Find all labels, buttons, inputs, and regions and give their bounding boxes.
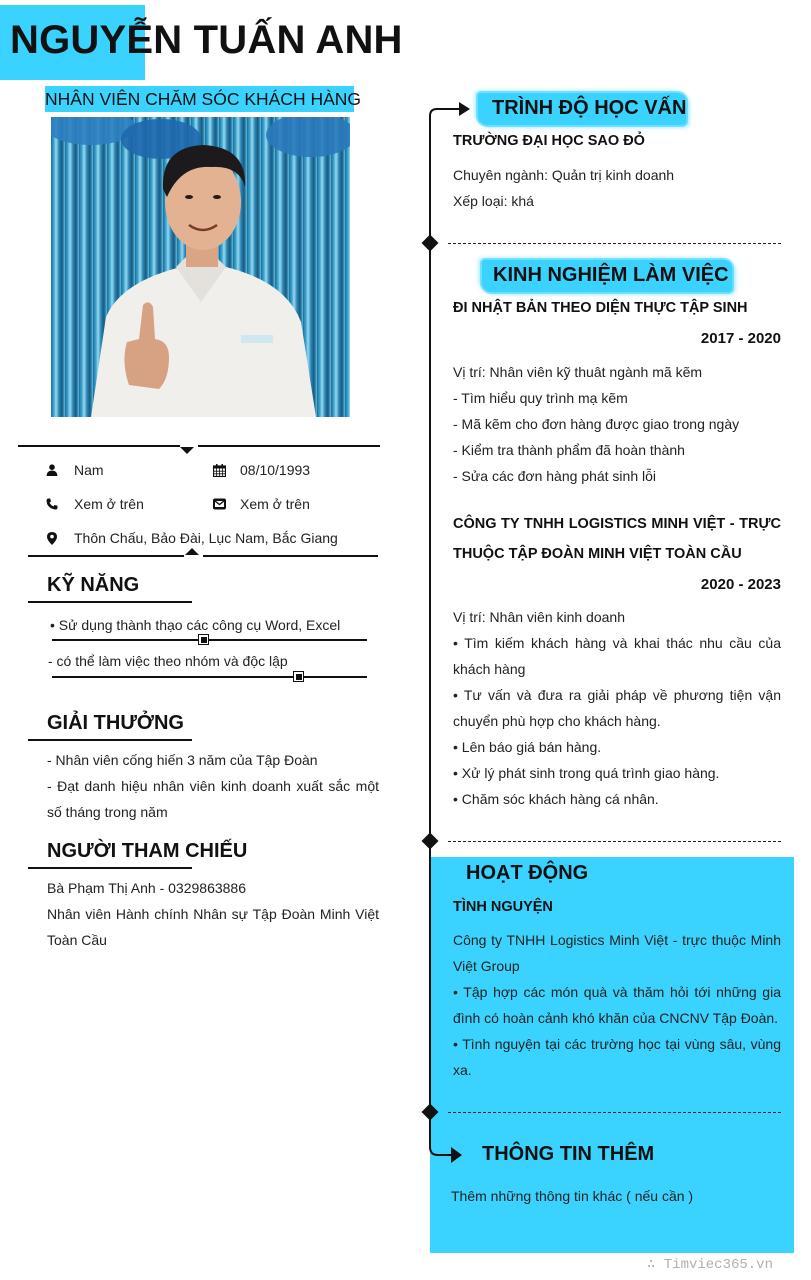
job-2-duty: • Xử lý phát sinh trong quá trình giao hàng. xyxy=(453,765,720,781)
contact-email xyxy=(212,496,310,512)
contact-gender xyxy=(45,462,104,478)
contact-divider-top-right xyxy=(198,445,380,447)
award-item-1: - Nhân viên cống hiến 3 năm của Tập Đoàn xyxy=(47,752,318,768)
job-2-duty: • Tư vấn và đưa ra giải pháp về phương tiện vận chuyển phù hợp cho khách hàng. xyxy=(453,687,781,729)
watermark: ∴ Timviec365.vn xyxy=(646,1257,773,1273)
skill-item-2-bar xyxy=(52,676,367,678)
job-1-position: Vị trí: Nhân viên kỹ thuât ngành mã kẽm xyxy=(453,364,703,380)
map-pin-icon xyxy=(45,531,59,545)
reference-contact: Bà Phạm Thị Anh - 0329863886 xyxy=(47,880,247,896)
timeline-start-arrow-icon xyxy=(425,98,475,128)
contact-divider-top-left xyxy=(18,445,180,447)
education-title: TRÌNH ĐỘ HỌC VẤN xyxy=(492,97,687,119)
contact-divider-bottom-left xyxy=(28,555,184,557)
job-2-duty: • Chăm sóc khách hàng cá nhân. xyxy=(453,791,659,807)
education-school: TRƯỜNG ĐẠI HỌC SAO ĐỎ xyxy=(453,133,645,149)
skill-item-1-bar xyxy=(52,639,367,641)
references-title: NGƯỜI THAM CHIẾU xyxy=(47,840,248,862)
skills-title: KỸ NĂNG xyxy=(47,574,140,596)
timeline-end-arrow-icon xyxy=(425,1115,467,1171)
job-1-company: ĐI NHẬT BẢN THEO DIỆN THỰC TẬP SINH xyxy=(453,300,748,316)
job-1-duty: - Sửa các đơn hàng phát sinh lỗi xyxy=(453,468,657,484)
skill-item-1-label: • Sử dụng thành thạo các công cụ Word, Excel xyxy=(50,617,341,633)
job-1-duty: - Tìm hiểu quy trình mạ kẽm xyxy=(453,390,628,406)
contact-birthday xyxy=(212,462,310,478)
job-1-duty: - Mã kẽm cho đơn hàng được giao trong ngày xyxy=(453,416,740,432)
job-2-position: Vị trí: Nhân viên kinh doanh xyxy=(453,609,625,625)
activities-organization: Công ty TNHH Logistics Minh Việt - trực thuộc Minh Việt Group xyxy=(453,932,781,974)
contact-address xyxy=(45,530,338,546)
email-value: Xem ở trên xyxy=(240,496,310,512)
additional-info-text: Thêm những thông tin khác ( nếu cần ) xyxy=(451,1188,694,1204)
section-dashed-divider xyxy=(448,841,781,842)
awards-title-underline xyxy=(28,739,192,741)
section-dashed-divider xyxy=(448,243,781,244)
experience-title: KINH NGHIỆM LÀM VIỆC xyxy=(493,264,729,286)
timeline-node-diamond-icon xyxy=(422,235,439,252)
job-2-duty: • Lên báo giá bán hàng. xyxy=(453,739,602,755)
envelope-icon xyxy=(212,497,226,511)
skills-title-underline xyxy=(28,601,192,603)
award-item-2: - Đạt danh hiệu nhân viên kinh doanh xuất sắc một số tháng trong năm xyxy=(47,778,379,820)
portrait-illustration xyxy=(51,117,350,417)
gender-value: Nam xyxy=(74,462,104,478)
activities-title: HOẠT ĐỘNG xyxy=(466,862,589,884)
job-title: NHÂN VIÊN CHĂM SÓC KHÁCH HÀNG xyxy=(45,86,354,112)
references-title-underline xyxy=(28,867,192,869)
job-2-duty: • Tìm kiếm khách hàng và khai thác nhu cầu của khách hàng xyxy=(453,635,781,677)
skill-item-1-level-marker xyxy=(198,634,209,645)
candidate-name: NGUYỄN TUẤN ANH xyxy=(10,18,403,62)
skill-item-2-level-marker xyxy=(293,671,304,682)
education-major: Chuyên ngành: Quản trị kinh doanh xyxy=(453,167,675,183)
skill-item-2-label: - có thể làm việc theo nhóm và độc lập xyxy=(48,653,288,669)
timeline-vertical-line xyxy=(429,118,431,1118)
birthday-value: 08/10/1993 xyxy=(240,462,311,478)
profile-photo xyxy=(51,117,350,417)
reference-position: Nhân viên Hành chính Nhân sự Tập Đoàn Minh Việt Toàn Cầu xyxy=(47,906,379,948)
job-2-period: 2020 - 2023 xyxy=(700,576,781,593)
activities-item: • Tình nguyện tại các trường học tại vùng sâu, vùng xa. xyxy=(453,1036,781,1078)
section-dashed-divider xyxy=(448,1112,781,1113)
address-value: Thôn Chấu, Bảo Đài, Lục Nam, Bắc Giang xyxy=(74,530,338,546)
education-grade: Xếp loại: khá xyxy=(453,193,534,209)
phone-icon xyxy=(45,497,59,511)
phone-value: Xem ở trên xyxy=(74,496,144,512)
contact-phone xyxy=(45,496,144,512)
calendar-icon xyxy=(212,463,226,477)
activities-subtitle: TÌNH NGUYỆN xyxy=(453,899,553,915)
user-icon xyxy=(45,463,59,477)
contact-divider-bottom-right xyxy=(203,555,378,557)
job-2-company: CÔNG TY TNHH LOGISTICS MINH VIỆT - TRỰC THUỘC TẬP ĐOÀN MINH VIỆT TOÀN CẦU xyxy=(453,516,781,562)
job-1-period: 2017 - 2020 xyxy=(700,330,781,347)
timeline-node-diamond-icon xyxy=(422,833,439,850)
awards-title: GIẢI THƯỞNG xyxy=(47,712,184,734)
activities-item: • Tập hợp các món quà và thăm hỏi tới những gia đình có hoàn cảnh khó khăn của CNCNV Tập Đoàn. xyxy=(453,984,781,1026)
triangle-down-icon xyxy=(180,447,194,454)
additional-info-title: THÔNG TIN THÊM xyxy=(482,1143,655,1165)
job-1-duty: - Kiểm tra thành phẩm đã hoàn thành xyxy=(453,442,685,458)
triangle-up-icon xyxy=(185,548,199,555)
